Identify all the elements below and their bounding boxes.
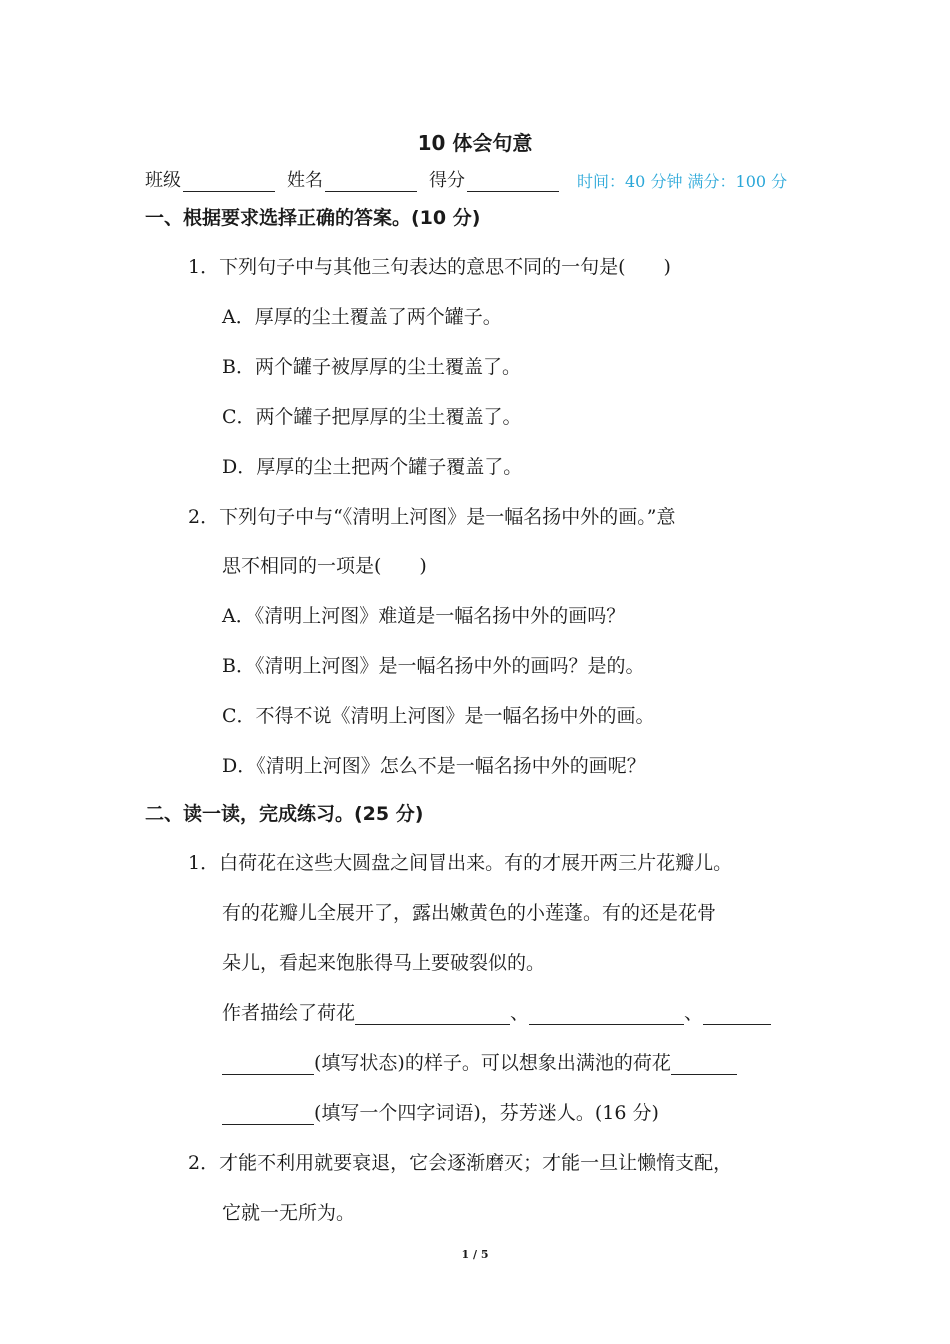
time-info: 时间：40 分钟 满分：100 分 [577, 172, 788, 191]
answer-blank-1[interactable] [355, 1004, 510, 1025]
name-blank[interactable] [325, 173, 417, 192]
fill-text-describe: 作者描绘了荷花 [222, 1002, 356, 1024]
q1-option-d[interactable]: D．厚厚的尘土把两个罐子覆盖了。 [222, 456, 523, 478]
section-1-heading: 一、根据要求选择正确的答案。(10 分) [145, 207, 481, 229]
name-label: 姓名 [287, 170, 323, 191]
fill-text-state: (填写状态)的样子。可以想象出满池的荷花 [314, 1052, 671, 1074]
answer-blank-4[interactable] [671, 1054, 737, 1075]
q1-option-c[interactable]: C．两个罐子把厚厚的尘土覆盖了。 [222, 406, 522, 428]
page-number: 1 / 5 [461, 1248, 489, 1261]
q2-option-b[interactable]: B．《清明上河图》是一幅名扬中外的画吗？是的。 [222, 655, 645, 677]
score-label: 得分 [429, 170, 465, 191]
q1-stem: 1．下列句子中与其他三句表达的意思不同的一句是( ) [188, 256, 671, 278]
class-label: 班级 [145, 170, 181, 191]
answer-blank-4-cont[interactable] [222, 1104, 314, 1125]
fill-separator-1: 、 [510, 1002, 530, 1024]
q1-option-b[interactable]: B．两个罐子被厚厚的尘土覆盖了。 [222, 356, 521, 378]
fill-line-2 [222, 1048, 737, 1075]
passage-2-line-1: 2．才能不利用就要衰退，它会逐渐磨灭；才能一旦让懒惰支配， [188, 1152, 733, 1174]
class-blank[interactable] [183, 173, 275, 192]
passage-1-line-1: 1．白荷花在这些大圆盘之间冒出来。有的才展开两三片花瓣儿。 [188, 852, 733, 874]
passage-1-line-3: 朵儿，看起来饱胀得马上要破裂似的。 [222, 952, 546, 974]
fill-line-3 [222, 1098, 659, 1125]
q2-option-a[interactable]: A．《清明上河图》难道是一幅名扬中外的画吗？ [222, 605, 626, 627]
section-2-heading: 二、读一读，完成练习。(25 分) [145, 803, 424, 825]
q2-stem-line2: 思不相同的一项是( ) [222, 555, 427, 577]
passage-1-line-2: 有的花瓣儿全展开了，露出嫩黄色的小莲蓬。有的还是花骨 [222, 902, 717, 924]
student-info-row [145, 166, 787, 192]
q1-option-a[interactable]: A．厚厚的尘土覆盖了两个罐子。 [222, 306, 502, 328]
q2-option-d[interactable]: D．《清明上河图》怎么不是一幅名扬中外的画呢？ [222, 755, 646, 777]
answer-blank-3-cont[interactable] [222, 1054, 314, 1075]
score-blank[interactable] [467, 173, 559, 192]
fill-text-idiom: (填写一个四字词语)，芬芳迷人。(16 分) [314, 1102, 659, 1124]
passage-2-line-2: 它就一无所为。 [222, 1202, 356, 1224]
q2-stem-line1: 2．下列句子中与“《清明上河图》是一幅名扬中外的画。”意 [188, 506, 676, 528]
q2-option-c[interactable]: C．不得不说《清明上河图》是一幅名扬中外的画。 [222, 705, 655, 727]
answer-blank-3[interactable] [703, 1004, 771, 1025]
answer-blank-2[interactable] [529, 1004, 684, 1025]
fill-separator-2: 、 [684, 1002, 704, 1024]
fill-line-1 [222, 998, 771, 1025]
page-title: 10 体会句意 [417, 131, 533, 155]
